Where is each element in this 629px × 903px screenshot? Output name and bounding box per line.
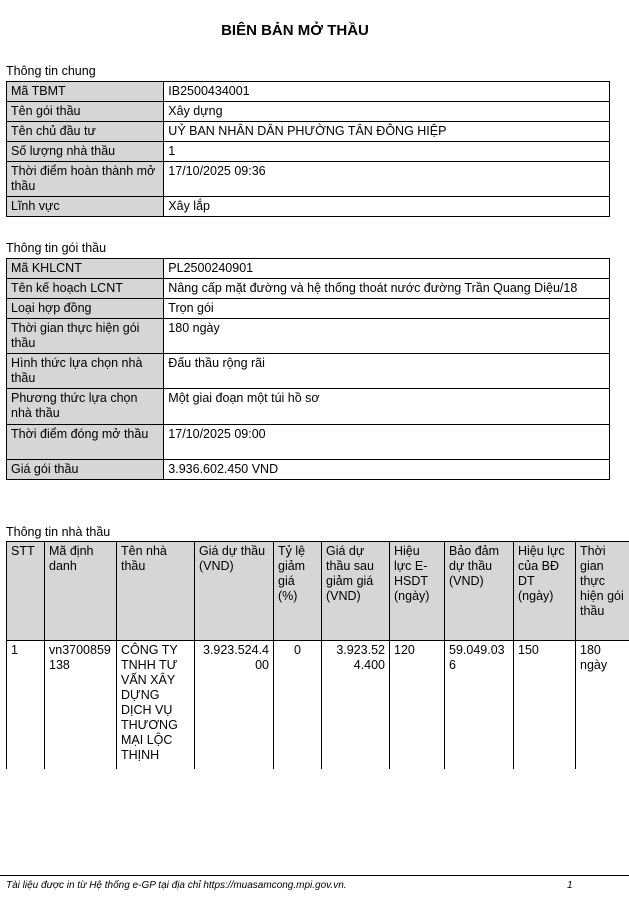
table-cell: 120 — [390, 641, 445, 770]
column-header: Giá dự thầu sau giảm giá (VND) — [322, 542, 390, 641]
table-row — [7, 641, 629, 770]
column-header: Bảo đảm dự thầu (VND) — [445, 542, 514, 641]
table-row — [7, 299, 610, 319]
table-row — [7, 389, 610, 425]
field-value: 180 ngày — [164, 319, 610, 354]
table-cell: CÔNG TY TNHH TƯ VẤN XÂY DỰNG DỊCH VỤ THƯƠNG MẠI LỘC THỊNH — [117, 641, 195, 770]
table-cell: 59.049.036 — [445, 641, 514, 770]
field-value: 3.936.602.450 VND — [164, 460, 610, 480]
table-cell: 1 — [7, 641, 45, 770]
page-number: 1 — [567, 880, 573, 891]
field-value: Nâng cấp mặt đường và hệ thống thoát nước đường Trần Quang Diệu/18 — [164, 279, 610, 299]
field-label: Mã TBMT — [7, 82, 164, 102]
table-row — [7, 197, 610, 217]
table-cell: 3.923.524.400 — [195, 641, 274, 770]
table-row — [7, 142, 610, 162]
table-row — [7, 279, 610, 299]
column-header: Tỷ lệ giảm giá (%) — [274, 542, 322, 641]
table-cell: 3.923.524.400 — [322, 641, 390, 770]
column-header: Mã định danh — [45, 542, 117, 641]
field-value: Đấu thầu rộng rãi — [164, 354, 610, 389]
field-label: Thời điểm hoàn thành mở thầu — [7, 162, 164, 197]
field-label: Tên chủ đầu tư — [7, 122, 164, 142]
table-row — [7, 259, 610, 279]
table-row — [7, 102, 610, 122]
field-label: Số lượng nhà thầu — [7, 142, 164, 162]
field-value: PL2500240901 — [164, 259, 610, 279]
field-value: Xây lắp — [164, 197, 610, 217]
field-value: 17/10/2025 09:36 — [164, 162, 610, 197]
field-value: 1 — [164, 142, 610, 162]
general-info-table — [6, 81, 610, 217]
general-section-heading: Thông tin chung — [6, 64, 96, 78]
field-label: Thời gian thực hiện gói thầu — [7, 319, 164, 354]
field-label: Mã KHLCNT — [7, 259, 164, 279]
field-value: Một giai đoạn một túi hồ sơ — [164, 389, 610, 425]
field-label: Thời điểm đóng mở thầu — [7, 425, 164, 460]
bidders-section-heading: Thông tin nhà thầu — [6, 525, 111, 539]
table-row — [7, 122, 610, 142]
table-row — [7, 425, 610, 460]
footer-text: Tài liệu được in từ Hệ thống e-GP tại địa chỉ https://muasamcong.mpi.gov.vn. — [6, 880, 347, 891]
column-header: Tên nhà thầu — [117, 542, 195, 641]
field-value: Xây dựng — [164, 102, 610, 122]
field-label: Tên kế hoạch LCNT — [7, 279, 164, 299]
field-value: 17/10/2025 09:00 — [164, 425, 610, 460]
table-cell: 180 ngày — [576, 641, 629, 770]
field-value: IB2500434001 — [164, 82, 610, 102]
field-label: Loại hợp đồng — [7, 299, 164, 319]
field-label: Giá gói thầu — [7, 460, 164, 480]
package-section-heading: Thông tin gói thầu — [6, 241, 107, 255]
table-cell: 0 — [274, 641, 322, 770]
column-header: Thời gian thực hiện gói thầu — [576, 542, 629, 641]
bidders-table — [6, 541, 629, 769]
field-value: Trọn gói — [164, 299, 610, 319]
footer-divider — [0, 875, 629, 876]
column-header: Giá dự thầu (VND) — [195, 542, 274, 641]
table-row — [7, 82, 610, 102]
table-row — [7, 319, 610, 354]
column-header: Hiệu lực E-HSDT (ngày) — [390, 542, 445, 641]
package-info-table — [6, 258, 610, 480]
table-row — [7, 460, 610, 480]
field-label: Lĩnh vực — [7, 197, 164, 217]
field-label: Hình thức lựa chọn nhà thầu — [7, 354, 164, 389]
document-title: BIÊN BẢN MỞ THẦU — [221, 22, 369, 39]
column-header: STT — [7, 542, 45, 641]
field-label: Tên gói thầu — [7, 102, 164, 122]
field-value: UỶ BAN NHÂN DÂN PHƯỜNG TÂN ĐÔNG HIỆP — [164, 122, 610, 142]
table-row — [7, 354, 610, 389]
field-label: Phương thức lựa chọn nhà thầu — [7, 389, 164, 425]
table-header-row — [7, 542, 629, 641]
table-cell: 150 — [514, 641, 576, 770]
column-header: Hiệu lực của BĐ DT (ngày) — [514, 542, 576, 641]
table-row — [7, 162, 610, 197]
table-cell: vn3700859138 — [45, 641, 117, 770]
